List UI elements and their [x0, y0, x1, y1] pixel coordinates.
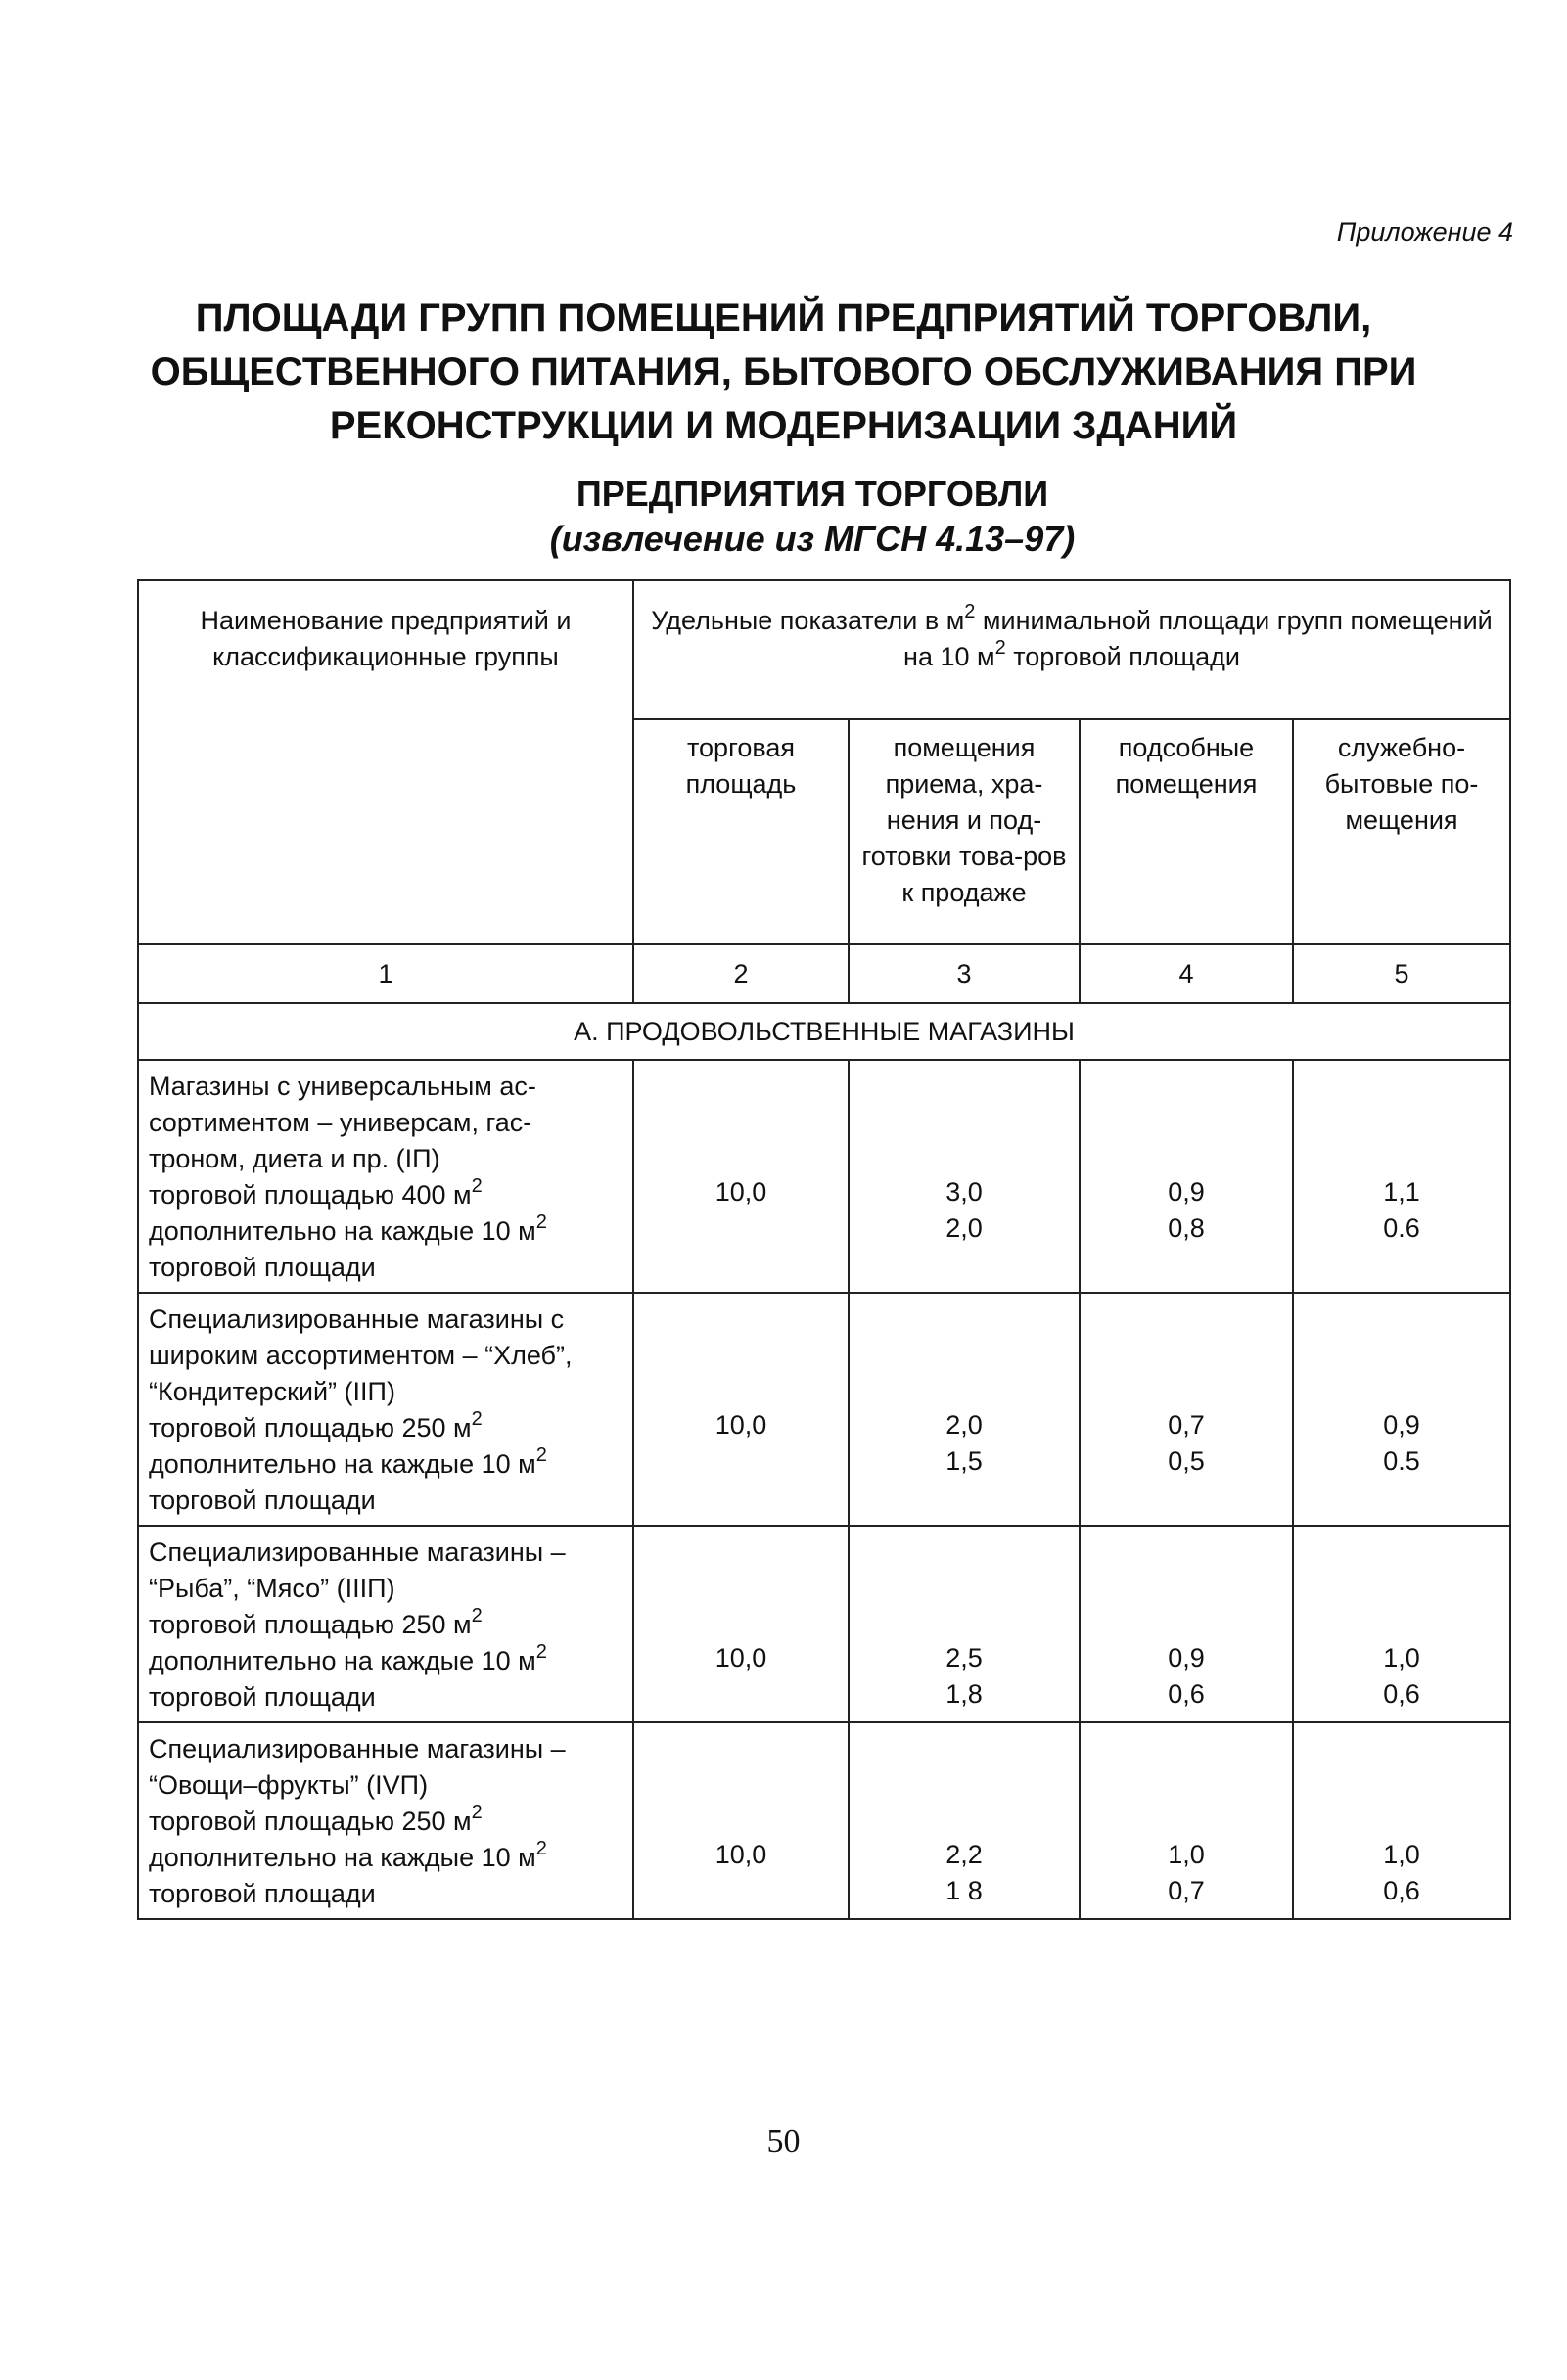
page-number: 50	[766, 2124, 801, 2160]
extra-area-label-end: торговой площади	[149, 1486, 376, 1515]
value: 1,0	[1383, 1840, 1420, 1869]
value: 0,6	[1383, 1679, 1420, 1709]
value: 2,0	[945, 1213, 983, 1243]
service-cell	[1293, 1060, 1510, 1293]
superscript: 2	[994, 637, 1006, 659]
store-name: Специализированные магазины – “Овощи–фрукты” (IVП)	[149, 1734, 566, 1800]
extra-area-label: дополнительно на каждые 10 $м^2$	[149, 1444, 547, 1479]
group-header-text: Удельные показатели в м	[651, 606, 965, 635]
column-number-row	[138, 944, 1510, 1003]
reception-cell	[849, 1722, 1080, 1919]
base-area-label: торговой площадью 250 $м^2$	[149, 1802, 483, 1836]
superscript: 2	[471, 1408, 483, 1430]
row-label	[138, 1722, 633, 1919]
store-name: Магазины с универсальным ас-сортиментом – универсам, гас-троном, диета и пр. (IП)	[149, 1072, 536, 1173]
area-norms-table	[137, 579, 1511, 1920]
value: 0,9	[1168, 1177, 1205, 1207]
column-number: 3	[849, 944, 1080, 1003]
subtitle-main: ПРЕДПРИЯТИЯ ТОРГОВЛИ	[576, 474, 1049, 514]
superscript: 2	[535, 1838, 547, 1859]
section-subtitle	[489, 472, 1135, 562]
extra-area-label-end: торговой площади	[149, 1682, 376, 1712]
value: 10,0	[714, 1643, 767, 1672]
value: 1,0	[1168, 1840, 1205, 1869]
column-number: 2	[633, 944, 849, 1003]
group-header	[633, 580, 1510, 719]
trade-area-cell	[633, 1293, 849, 1526]
title-line: ПЛОЩАДИ ГРУПП ПОМЕЩЕНИЙ ПРЕДПРИЯТИЙ ТОРГОВЛИ,	[195, 297, 1372, 340]
value: 0,6	[1168, 1679, 1205, 1709]
auxiliary-cell	[1080, 1060, 1293, 1293]
trade-area-cell	[633, 1060, 849, 1293]
service-cell	[1293, 1722, 1510, 1919]
auxiliary-cell	[1080, 1722, 1293, 1919]
subheader-auxiliary-rooms: подсобные помещения	[1080, 719, 1293, 944]
table-row	[138, 1293, 1510, 1526]
value: 1,0	[1383, 1643, 1420, 1672]
value: 0,7	[1168, 1410, 1205, 1440]
reception-cell	[849, 1293, 1080, 1526]
value: 10,0	[714, 1177, 767, 1207]
group-header-text: минимальной площади групп помещений на 10 м	[903, 606, 1493, 671]
value: 0.6	[1383, 1213, 1420, 1243]
extra-area-label-end: торговой площади	[149, 1879, 376, 1908]
subheader-service-rooms: служебно-бытовые по-мещения	[1293, 719, 1510, 944]
column-number: 5	[1293, 944, 1510, 1003]
auxiliary-cell	[1080, 1293, 1293, 1526]
column-number: 4	[1080, 944, 1293, 1003]
superscript: 2	[471, 1802, 483, 1823]
header-row	[138, 580, 1510, 719]
title-line: ОБЩЕСТВЕННОГО ПИТАНИЯ, БЫТОВОГО ОБСЛУЖИВАНИЯ ПРИ	[150, 350, 1417, 393]
extra-area-label-end: торговой площади	[149, 1253, 376, 1282]
value: 0,8	[1168, 1213, 1205, 1243]
table-row	[138, 1060, 1510, 1293]
value: 2,0	[945, 1410, 983, 1440]
extra-area-label: дополнительно на каждые 10 $м^2$	[149, 1641, 547, 1675]
store-name: Специализированные магазины – “Рыба”, “Мясо” (IIIП)	[149, 1537, 566, 1603]
trade-area-cell	[633, 1722, 849, 1919]
section-row	[138, 1003, 1510, 1060]
value: 1,1	[1383, 1177, 1420, 1207]
row-label	[138, 1060, 633, 1293]
value: 0,9	[1168, 1643, 1205, 1672]
value: 2,2	[945, 1840, 983, 1869]
value: 1,8	[945, 1679, 983, 1709]
value: 0,6	[1383, 1876, 1420, 1905]
subheader-reception-rooms: помещения приема, хра-нения и под-готовки това-ров к продаже	[849, 719, 1080, 944]
value: 0,7	[1168, 1876, 1205, 1905]
subheader-trade-area: торговая площадь	[633, 719, 849, 944]
value: 10,0	[714, 1410, 767, 1440]
extra-area-label: дополнительно на каждые 10 $м^2$	[149, 1212, 547, 1246]
value: 0,9	[1383, 1410, 1420, 1440]
superscript: 2	[964, 601, 976, 622]
section-title: А. ПРОДОВОЛЬСТВЕННЫЕ МАГАЗИНЫ	[138, 1003, 1510, 1060]
reception-cell	[849, 1526, 1080, 1722]
superscript: 2	[535, 1444, 547, 1466]
trade-area-cell	[633, 1526, 849, 1722]
value: 3,0	[945, 1177, 983, 1207]
column-number: 1	[138, 944, 633, 1003]
extra-area-label: дополнительно на каждые 10 $м^2$	[149, 1838, 547, 1872]
table-row	[138, 1526, 1510, 1722]
col1-header: Наименование предприятий и классификационные группы	[138, 580, 633, 944]
title-line: РЕКОНСТРУКЦИИ И МОДЕРНИЗАЦИИ ЗДАНИЙ	[329, 404, 1238, 447]
appendix-label: Приложение 4	[1336, 217, 1513, 247]
base-area-label: торговой площадью 250 $м^2$	[149, 1605, 483, 1639]
row-label	[138, 1293, 633, 1526]
superscript: 2	[535, 1212, 547, 1233]
document-title	[127, 292, 1440, 453]
value: 0,5	[1168, 1446, 1205, 1476]
row-label	[138, 1526, 633, 1722]
service-cell	[1293, 1526, 1510, 1722]
superscript: 2	[471, 1605, 483, 1626]
superscript: 2	[535, 1641, 547, 1663]
value: 1,5	[945, 1446, 983, 1476]
base-area-label: торговой площадью 400 $м^2$	[149, 1175, 483, 1210]
value: 1 8	[945, 1876, 983, 1905]
auxiliary-cell	[1080, 1526, 1293, 1722]
superscript: 2	[471, 1175, 483, 1197]
base-area-label: торговой площадью 250 $м^2$	[149, 1408, 483, 1442]
value: 10,0	[714, 1840, 767, 1869]
reception-cell	[849, 1060, 1080, 1293]
service-cell	[1293, 1293, 1510, 1526]
group-header-text: торговой площади	[1005, 642, 1240, 671]
value: 2,5	[945, 1643, 983, 1672]
subtitle-source: (извлечение из МГСН 4.13–97)	[549, 519, 1076, 559]
table-row	[138, 1722, 1510, 1919]
value: 0.5	[1383, 1446, 1420, 1476]
store-name: Специализированные магазины с широким ассортиментом – “Хлеб”, “Кондитерский” (IIП)	[149, 1304, 573, 1406]
